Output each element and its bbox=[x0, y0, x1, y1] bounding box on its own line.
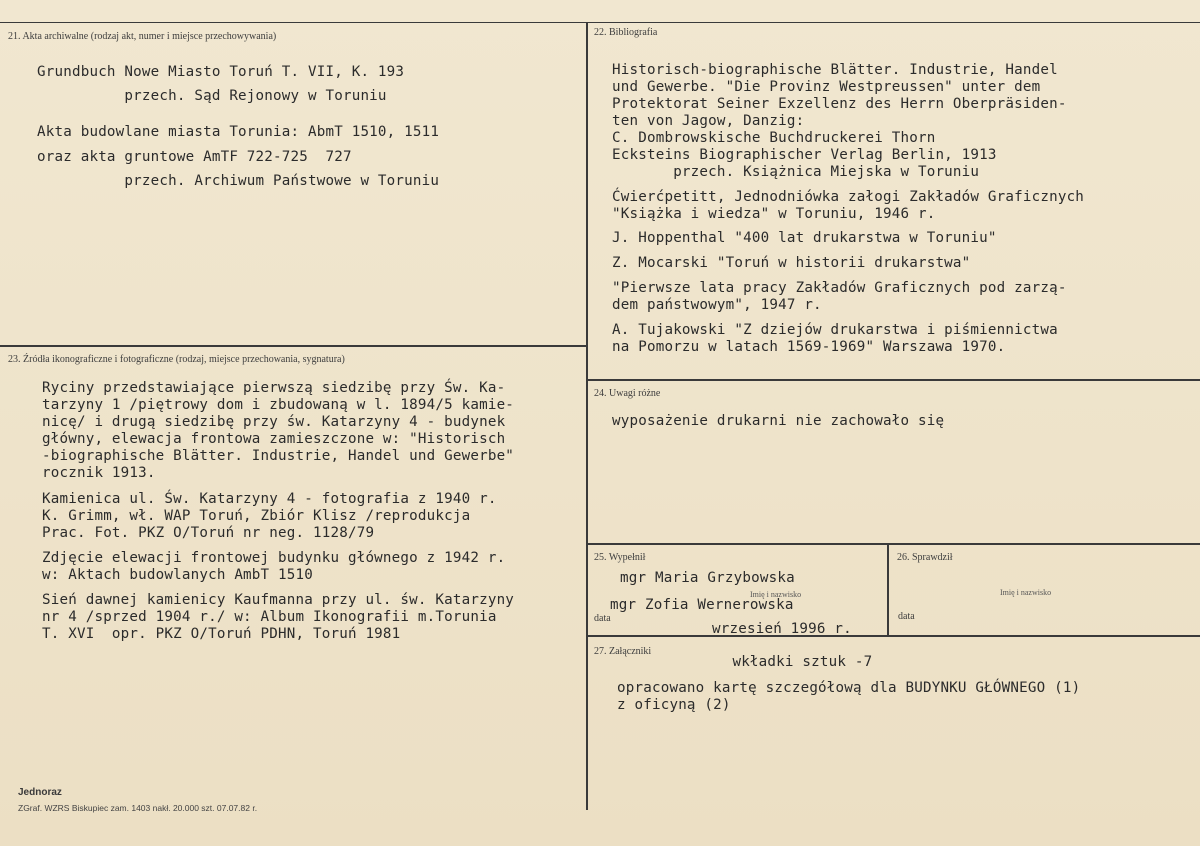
filled-by-name-2: mgr Zofia Wernerowska bbox=[610, 597, 794, 613]
divider-25-27 bbox=[587, 635, 1200, 637]
section-22-line: C. Dombrowskische Buchdruckerei Thorn bbox=[612, 130, 936, 146]
section-23-line: -biographische Blätter. Industrie, Handel und Gewerbe" bbox=[42, 448, 515, 464]
divider-21-23 bbox=[0, 345, 587, 347]
section-23-label: 23. Źródła ikonograficzne i fotograficzne (rodzaj, miejsce przechowania, sygnatura) bbox=[8, 354, 345, 365]
section-22-line: "Pierwsze lata pracy Zakładów Graficznych pod zarzą- bbox=[612, 280, 1067, 296]
section-22-line: Ecksteins Biographischer Verlag Berlin, 1913 bbox=[612, 147, 997, 163]
section-23-line: Kamienica ul. Św. Katarzyny 4 - fotografia z 1940 r. bbox=[42, 491, 497, 507]
section-22-label: 22. Bibliografia bbox=[594, 27, 658, 38]
center-divider bbox=[586, 22, 588, 810]
section-23-line: główny, elewacja frontowa zamieszczone w: "Historisch bbox=[42, 431, 506, 447]
section-23-line: Sień dawnej kamienicy Kaufmanna przy ul. św. Katarzyny bbox=[42, 592, 515, 608]
section-23-line: T. XVI opr. PKZ O/Toruń PDHN, Toruń 1981 bbox=[42, 626, 401, 642]
section-22-line: ten von Jagow, Danzig: bbox=[612, 113, 805, 129]
section-22-line: na Pomorzu w latach 1569-1969" Warszawa 1970. bbox=[612, 339, 1006, 355]
section-22-line: Ćwierćpetitt, Jednodniówka załogi Zakładów Graficznych bbox=[612, 189, 1085, 205]
section-22-line: przech. Książnica Miejska w Toruniu bbox=[612, 164, 980, 180]
section-27-line: z oficyną (2) bbox=[617, 697, 731, 713]
filled-by-sublabel: Imię i nazwisko bbox=[750, 590, 802, 599]
section-26-label: 26. Sprawdził bbox=[897, 552, 953, 563]
divider-24-25 bbox=[587, 543, 1200, 545]
section-23-line: Ryciny przedstawiające pierwszą siedzibę przy Św. Ka- bbox=[42, 380, 506, 396]
section-22-line: Z. Mocarski "Toruń w historii drukarstwa" bbox=[612, 255, 971, 271]
filled-by-date-label: data bbox=[594, 613, 611, 624]
section-21-label: 21. Akta archiwalne (rodzaj akt, numer i miejsce przechowywania) bbox=[8, 31, 277, 42]
section-21-line: Akta budowlane miasta Torunia: AbmT 1510, 1511 bbox=[37, 124, 440, 140]
section-22-line: J. Hoppenthal "400 lat drukarstwa w Toruniu" bbox=[612, 230, 997, 246]
section-24-label: 24. Uwagi różne bbox=[594, 388, 661, 399]
section-22-line: und Gewerbe. "Die Provinz Westpreussen" unter dem bbox=[612, 79, 1041, 95]
form-title: Jednoraz bbox=[18, 787, 62, 798]
section-27-line: wkładki sztuk -7 bbox=[680, 654, 873, 670]
filled-by-date: wrzesień 1996 r. bbox=[712, 621, 852, 637]
section-22-line: Protektorat Seiner Exzellenz des Herrn Oberpräsiden- bbox=[612, 96, 1067, 112]
section-21-line: oraz akta gruntowe AmTF 722-725 727 bbox=[37, 149, 352, 165]
section-23-line: K. Grimm, wł. WAP Toruń, Zbiór Klisz /reprodukcja bbox=[42, 508, 471, 524]
section-22-line: dem państwowym", 1947 r. bbox=[612, 297, 822, 313]
section-27-label: 27. Załączniki bbox=[594, 646, 652, 657]
top-border bbox=[0, 22, 1200, 23]
section-21-line: przech. Archiwum Państwowe w Toruniu bbox=[37, 173, 440, 189]
section-23-line: Zdjęcie elewacji frontowej budynku głównego z 1942 r. bbox=[42, 550, 506, 566]
divider-25-26 bbox=[887, 544, 889, 636]
printer-imprint: ZGraf. WZRS Biskupiec zam. 1403 nakł. 20.000 szt. 07.07.82 r. bbox=[18, 803, 258, 813]
section-23-line: w: Aktach budowlanych AmbT 1510 bbox=[42, 567, 313, 583]
section-23-line: nicę/ i drugą siedzibę przy św. Katarzyny 4 - budynek bbox=[42, 414, 506, 430]
section-21-line: przech. Sąd Rejonowy w Toruniu bbox=[37, 88, 387, 104]
checked-by-date-label: data bbox=[898, 611, 915, 622]
section-22-line: A. Tujakowski "Z dziejów drukarstwa i piśmiennictwa bbox=[612, 322, 1058, 338]
section-21-line: Grundbuch Nowe Miasto Toruń T. VII, K. 193 bbox=[37, 64, 405, 80]
section-23-line: Prac. Fot. PKZ O/Toruń nr neg. 1128/79 bbox=[42, 525, 375, 541]
section-22-line: Historisch-biographische Blätter. Industrie, Handel bbox=[612, 62, 1058, 78]
divider-22-24 bbox=[587, 379, 1200, 381]
section-24-line: wyposażenie drukarni nie zachowało się bbox=[612, 413, 945, 429]
section-23-line: rocznik 1913. bbox=[42, 465, 156, 481]
section-27-line: opracowano kartę szczegółową dla BUDYNKU GŁÓWNEGO (1) bbox=[617, 680, 1081, 696]
section-22-line: "Książka i wiedza" w Toruniu, 1946 r. bbox=[612, 206, 936, 222]
filled-by-name-1: mgr Maria Grzybowska bbox=[620, 570, 795, 586]
section-23-line: nr 4 /sprzed 1904 r./ w: Album Ikonografii m.Torunia bbox=[42, 609, 497, 625]
section-23-line: tarzyny 1 /piętrowy dom i zbudowaną w l. 1894/5 kamie- bbox=[42, 397, 515, 413]
section-25-label: 25. Wypełnił bbox=[594, 552, 646, 563]
checked-by-sublabel: Imię i nazwisko bbox=[1000, 588, 1052, 597]
